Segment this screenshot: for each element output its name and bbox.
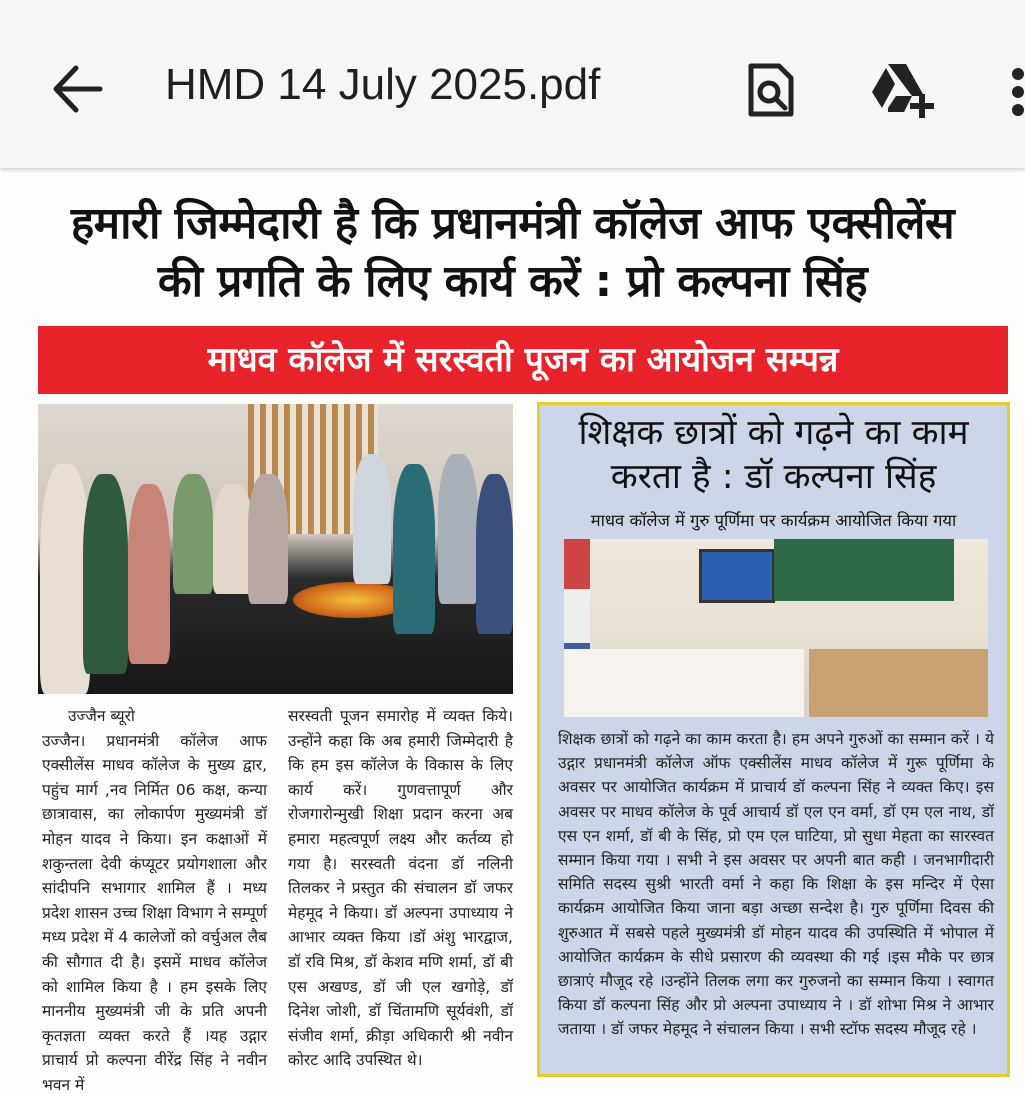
- photo-person: [564, 539, 590, 589]
- document-title: HMD 14 July 2025.pdf: [165, 60, 601, 109]
- flower-table: [564, 649, 804, 717]
- box-headline: [540, 411, 1007, 499]
- headline-line-2: की प्रगति के लिए कार्य करें : प्रो कल्पना सिंह: [157, 256, 868, 307]
- saraswati-puja-photo: [38, 404, 513, 694]
- more-vertical-icon: [1004, 62, 1025, 122]
- arrow-left-icon: [50, 62, 104, 116]
- photo-person: [213, 484, 253, 594]
- photo-person: [438, 454, 478, 604]
- back-button[interactable]: [50, 62, 104, 116]
- column-1-text: उज्जैन। प्रधानमंत्री कॉलेज आफ एक्सीलेंस माधव कॉलेज के मुख्य द्वार, पहुंच मार्ग ,नव निर्मित 06 कक्ष, कन्या छात्रावास, का लोकार्पण मुख्यमंत्री डॉ मोहन यादव ने किया। इन कक्षाओं में शकुन्तला देवी कंप्यूटर प्रयोगशाला और सांदीपनि सभागार शामिल हैं । मध्य प्रदेश शासन उच्च शिक्षा विभाग ने सम्पूर्ण मध्य प्रदेश में 4 कालेजों को वर्चुअल लैब की सौगात दी है। इसमें माधव कॉलेज को शामिल किया है । हम इसके लिए माननीय मुख्यमंत्री जी के प्रति अपनी कृतज्ञता व्यक्त करते हैं ।यह उद्गार प्राचार्य प्रो कल्पना वीरेंद्र सिंह ने नवीन भवन में: [42, 731, 267, 1094]
- more-options-button[interactable]: [1004, 62, 1025, 122]
- guru-purnima-box: [537, 402, 1010, 1077]
- box-headline-line-1: शिक्षक छात्रों को गढ़ने का काम: [578, 413, 969, 453]
- subhead-banner: माधव कॉलेज में सरस्वती पूजन का आयोजन सम्पन्न: [38, 326, 1008, 394]
- find-in-document-button[interactable]: [745, 60, 797, 120]
- guru-purnima-photo: [564, 539, 988, 717]
- column-2-text: सरस्वती पूजन समारोह में व्यक्त किये। उन्होंने कहा कि अब हमारी जिम्मेदारी है कि हम इस कॉलेज के विकास के लिए कार्य करें। गुणवत्तापूर्ण और रोजगारोन्मुखी शिक्षा प्रदान करना अब हमारा महत्वपूर्ण लक्ष्य और कर्तव्य हो गया है। सरस्वती वंदना डॉ नलिनी तिलकर ने प्रस्तुत की संचालन डॉ जफर मेहमूद ने किया। डॉ अल्पना उपाध्याय ने आभार व्यक्त किया ।डॉ अंशु भारद्वाज, डॉ रवि मिश्र, डॉ केशव मणि शर्मा, डॉ बी एस अखण्ड, डॉ जी एल खगोड़े, डॉ दिनेश जोशी, डॉ चिंतामणि सूर्यवंशी, डॉ संजीव शर्मा, क्रीड़ा अधिकारी श्री नवीन कोरट आदि उपस्थित थे।: [288, 707, 513, 1070]
- headline-line-1: हमारी जिम्मेदारी है कि प्रधानमंत्री कॉलेज आफ एक्सीलेंस: [70, 198, 955, 249]
- photo-person: [248, 474, 288, 604]
- box-headline-line-2: करता है : डॉ कल्पना सिंह: [610, 457, 937, 497]
- photo-person: [476, 474, 513, 634]
- photo-person: [128, 484, 170, 664]
- photo-person: [393, 464, 435, 634]
- main-headline: [0, 195, 1025, 311]
- search-document-icon: [745, 60, 797, 120]
- photo-person: [353, 454, 391, 584]
- add-to-drive-button[interactable]: [868, 60, 938, 120]
- add-to-drive-icon: [868, 60, 938, 120]
- article-column-1: [42, 704, 267, 1098]
- app-toolbar: [0, 0, 1025, 168]
- photo-person: [564, 589, 590, 643]
- photo-person: [83, 474, 128, 674]
- welcome-banner: [774, 539, 954, 601]
- box-body-text: शिक्षक छात्रों को गढ़ने का काम करता है। हम अपने गुरुओं का सम्मान करें । ये उद्गार प्रधानमंत्री कॉलेज ऑफ एक्सीलेंस माधव कॉलेज में गुरू पूर्णिमा के अवसर पर आयोजित कार्यक्रम में प्राचार्य डॉ कल्पना सिंह ने व्यक्त किए। इस अवसर पर माधव कॉलेज के पूर्व आचार्य डॉ एल एन वर्मा, डॉ एम एल नाथ, डॉ एस एन शर्मा, डॉ बी के सिंह, प्रो एम एल घाटिया, प्रो सुधा मेहता का सारस्वत सम्मान किया गया । सभी ने इस अवसर पर अपनी बात कही । जनभागीदारी समिति सदस्य सुश्री भारती वर्मा ने कहा कि शिक्षा के इस मन्दिर में ऐसा कार्यक्रम आयोजित किया जाना बड़ा अच्छा सन्देश है। गुरु पूर्णिमा दिवस की शुरुआत में सबसे पहले मुख्यमंत्री डॉ मोहन यादव की उपस्थिति में भोपाल में आयोजित कार्यक्रम के सीधे प्रसारण की व्यवस्था की गई ।इस मौके पर छात्र छात्राएं मौजूद रहे ।उन्होंने तिलक लगा कर गुरुजनो का सम्मान किया । स्वागत किया डॉ कल्पना सिंह और प्रो अल्पना उपाध्याय ने । डॉ शोभा मिश्र ने आभार जताया । डॉ जफर मेहमूद ने संचालन किया । सभी स्टॉफ सदस्य मौजूद रहे ।: [558, 730, 994, 1039]
- photo-person: [173, 474, 213, 594]
- box-subtitle: माधव कॉलेज में गुरु पूर्णिमा पर कार्यक्रम आयोजित किया गया: [590, 511, 957, 530]
- podium: [809, 649, 988, 717]
- projector-screen: [699, 549, 775, 603]
- byline: उज्जैन ब्यूरो: [68, 707, 135, 725]
